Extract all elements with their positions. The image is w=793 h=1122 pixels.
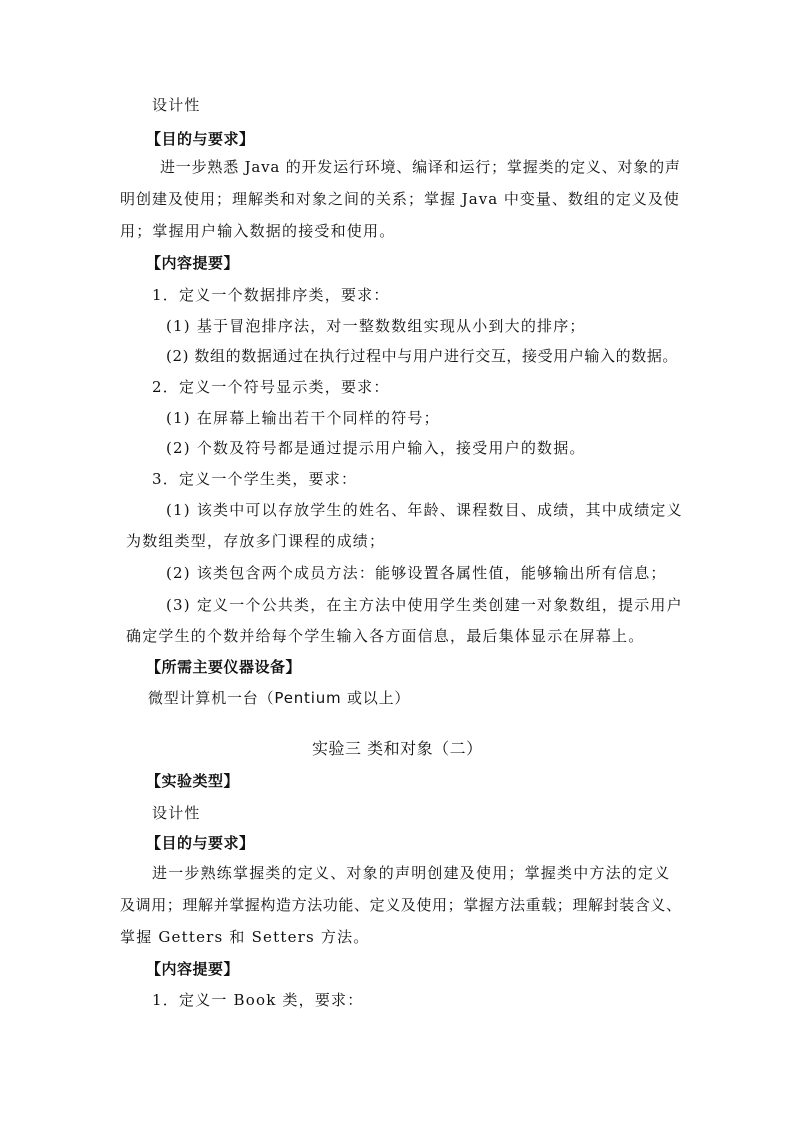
list-subitem: (1) 在屏幕上输出若干个同样的符号； <box>166 409 440 427</box>
list-subitem: (1) 该类中可以存放学生的姓名、年龄、课程数目、成绩，其中成绩定义 <box>166 501 683 519</box>
goals-paragraph-line: 用；掌握用户输入数据的接受和使用。 <box>120 222 396 240</box>
goals-heading: 【目的与要求】 <box>146 834 255 852</box>
goals-heading: 【目的与要求】 <box>146 130 255 148</box>
list-subitem: (2) 该类包含两个成员方法：能够设置各属性值，能够输出所有信息； <box>166 564 667 582</box>
list-subitem: (2) 个数及符号都是通过提示用户输入，接受用户的数据。 <box>166 439 586 457</box>
list-item: 1．定义一个数据排序类，要求： <box>152 286 390 304</box>
list-subitem-continuation: 确定学生的个数并给每个学生输入各方面信息，最后集体显示在屏幕上。 <box>126 627 645 645</box>
list-item: 1．定义一 Book 类，要求： <box>152 991 364 1009</box>
content-heading: 【内容提要】 <box>146 960 240 978</box>
experiment-title: 实验三 类和对象（二） <box>312 739 483 758</box>
goals-paragraph-line: 明创建及使用；理解类和对象之间的关系；掌握 Java 中变量、数组的定义及使 <box>120 190 680 208</box>
goals-paragraph-line: 进一步熟练掌握类的定义、对象的声明创建及使用；掌握类中方法的定义 <box>152 864 671 882</box>
list-subitem: (1) 基于冒泡排序法，对一整数数组实现从小到大的排序； <box>166 317 586 335</box>
experiment-type-value: 设计性 <box>152 96 201 114</box>
list-item: 3．定义一个学生类，要求： <box>152 470 358 488</box>
goals-paragraph-line: 掌握 Getters 和 Setters 方法。 <box>120 928 370 946</box>
goals-paragraph-line: 及调用；理解并掌握构造方法功能、定义及使用；掌握方法重载；理解封装含义、 <box>120 896 682 914</box>
list-subitem: (2) 数组的数据通过在执行过程中与用户进行交互，接受用户输入的数据。 <box>166 347 679 365</box>
list-subitem: (3) 定义一个公共类，在主方法中使用学生类创建一对象数组，提示用户 <box>166 596 683 614</box>
list-subitem-continuation: 为数组类型，存放多门课程的成绩； <box>126 532 386 550</box>
equipment-heading: 【所需主要仪器设备】 <box>146 658 302 676</box>
list-item: 2．定义一个符号显示类，要求： <box>152 378 390 396</box>
experiment-type-heading: 【实验类型】 <box>146 772 240 790</box>
goals-paragraph-line: 进一步熟悉 Java 的开发运行环境、编译和运行；掌握类的定义、对象的声 <box>160 158 681 176</box>
content-heading: 【内容提要】 <box>146 254 240 272</box>
experiment-type-value: 设计性 <box>152 804 201 822</box>
equipment-value: 微型计算机一台（Pentium 或以上） <box>148 689 411 707</box>
